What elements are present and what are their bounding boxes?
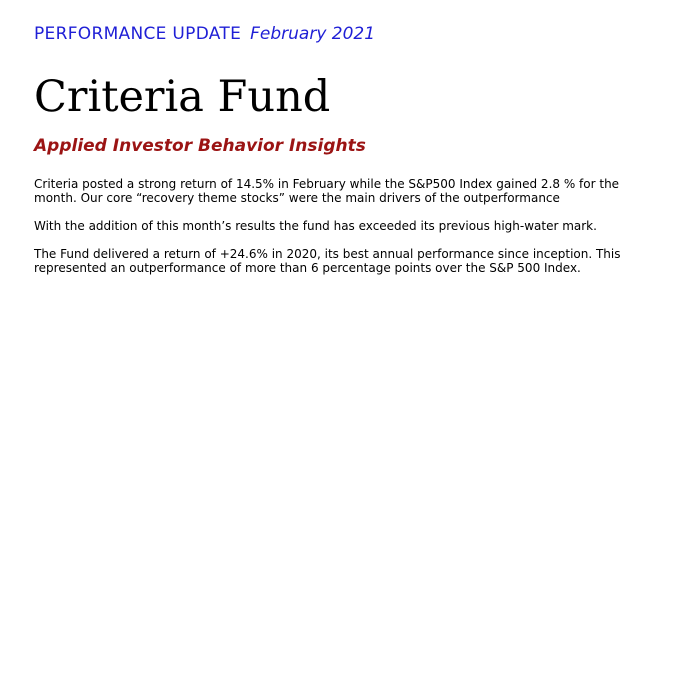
header-label: PERFORMANCE UPDATE xyxy=(34,24,242,44)
paragraph-high-water-mark: With the addition of this month’s results the fund has exceeded its previous high-water mark. xyxy=(34,219,597,233)
body-text xyxy=(34,177,634,289)
header-date: February 2021 xyxy=(250,24,376,44)
performance-update-header xyxy=(34,24,375,44)
paragraph-2020-performance: The Fund delivered a return of +24.6% in 2020, its best annual performance since inception. This represented an outperformance of more than 6 percentage points over the S&P 500 Index. xyxy=(34,247,621,275)
paragraph-february-return: Criteria posted a strong return of 14.5% in February while the S&P500 Index gained 2.8 % for the month. Our core “recovery theme stocks” were the main drivers of the outperformance xyxy=(34,177,620,205)
page-title: Criteria Fund xyxy=(34,72,331,122)
page-subtitle: Applied Investor Behavior Insights xyxy=(34,136,366,156)
